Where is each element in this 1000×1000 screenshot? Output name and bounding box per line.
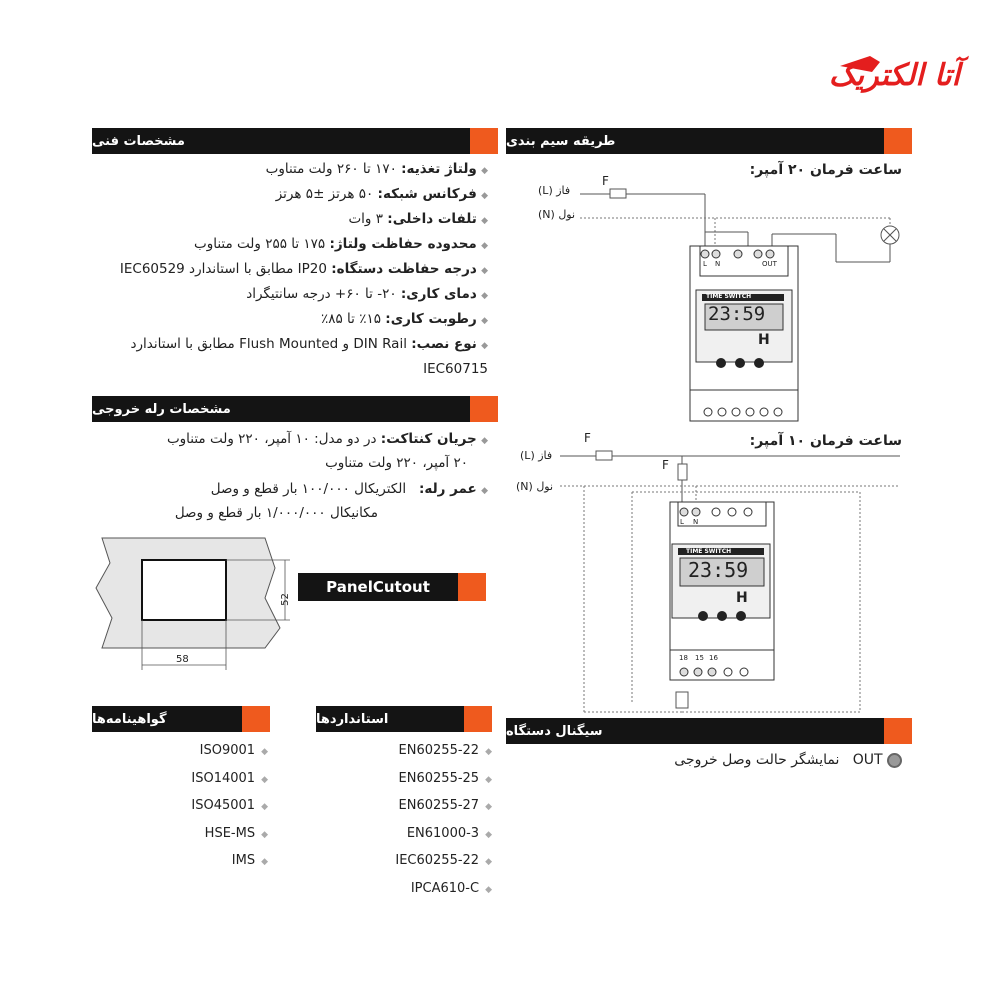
display-time-10a: 23:59 (688, 558, 749, 582)
spec-item: ◆ دمای کاری: ۲۰- تا ۶۰+ درجه سانتیگراد (246, 286, 488, 302)
term-out-20a: OUT (762, 260, 777, 268)
technical-header: مشخصات فنی (92, 128, 498, 154)
cutout-width: 58 (176, 654, 189, 665)
term-16: 16 (709, 654, 718, 662)
term-n-20a: N (715, 260, 721, 268)
certificate-item: HSE-MS ◆ (204, 825, 268, 841)
term-18: 18 (679, 654, 688, 662)
term-15: 15 (695, 654, 704, 662)
signal-header: سیگنال دستگاه (506, 718, 912, 744)
panel-cutout-title: PanelCutout (298, 573, 458, 601)
fuse-label-10a-2: F (662, 458, 669, 472)
standard-item: EN61000-3 ◆ (406, 825, 492, 841)
phase-label-10a: فاز (L) (520, 449, 553, 462)
relay-header: مشخصات رله خروجی (92, 396, 498, 422)
wiring-10a-title: ساعت فرمان ۱۰ آمپر: (749, 433, 902, 449)
brand-logo (810, 48, 960, 98)
display-time-20a: 23:59 (708, 303, 766, 325)
term-l-20a: L (703, 260, 707, 268)
relay-current: ◆ جریان کنتاکت: در دو مدل: ۱۰ آمپر، ۲۲۰ ولت متناوب (166, 431, 488, 447)
signal-code: OUT (852, 752, 883, 768)
fuse-label-20a: F (602, 174, 609, 188)
spec-item: ◆ ولتاژ تغذیه: ۱۷۰ تا ۲۶۰ ولت متناوب (265, 161, 488, 177)
spec-item: ◆ درجه حفاظت دستگاه: IP20 مطابق با استاندارد IEC60529 (119, 261, 488, 277)
device-label-10a: TIME SWITCH (686, 548, 732, 555)
neutral-label-20a: نول (N) (538, 208, 576, 221)
relay-life-2: مکانیکال ۱/۰۰۰/۰۰۰ بار قطع و وصل (174, 505, 378, 521)
standard-item: EN60255-27 ◆ (398, 798, 492, 813)
device-label-20a: TIME SWITCH (706, 293, 752, 300)
certificates-list (150, 738, 268, 876)
phase-label-20a: فاز (L) (538, 184, 571, 197)
display-day-10a: H (736, 590, 748, 606)
display-day-20a: H (758, 332, 770, 348)
standards-list (340, 738, 492, 903)
neutral-label-10a: نول (N) (516, 480, 554, 493)
spec-list (90, 158, 488, 381)
certificates-header: گواهینامه‌ها (92, 706, 270, 732)
certificate-item: ISO9001 ◆ (199, 743, 268, 758)
standard-item: EN60255-25 ◆ (398, 770, 492, 786)
spec-item: ◆ محدوده حفاظت ولتاژ: ۱۷۵ تا ۲۵۵ ولت متناوب (193, 236, 488, 252)
fuse-label-10a: F (584, 431, 591, 445)
spec-item: ◆ نوع نصب: DIN Rail و Flush Mounted مطابق با استاندارد IEC60715 (130, 336, 488, 377)
signal-row (674, 752, 902, 768)
spec-item: ◆ رطوبت کاری: ۱۵٪ تا ۸۵٪ (320, 311, 488, 327)
term-l-10a: L (680, 518, 684, 526)
wiring-20a-title: ساعت فرمان ۲۰ آمپر: (749, 162, 902, 178)
certificate-item: ISO14001 ◆ (191, 770, 268, 786)
spec-item: ◆ تلفات داخلی: ۳ وات (348, 211, 488, 227)
standard-item: IPCA610-C ◆ (410, 880, 492, 896)
signal-description: نمایشگر حالت وصل خروجی (674, 752, 840, 768)
standard-item: EN60255-22 ◆ (398, 743, 492, 758)
relay-life: ◆ عمر رله: الکتریکال ۱۰۰/۰۰۰ بار قطع و وصل (210, 481, 488, 497)
brand-name: آتا الکتریک (828, 58, 960, 93)
certificate-item: IMS ◆ (231, 853, 268, 868)
relay-current-2: ۲۰ آمپر، ۲۲۰ ولت متناوب (325, 455, 468, 471)
certificate-item: ISO45001 ◆ (191, 798, 268, 813)
standard-item: IEC60255-22 ◆ (395, 853, 492, 868)
wiring-header: طریقه سیم بندی (506, 128, 912, 154)
cutout-height: 52 (279, 593, 291, 606)
spec-item: ◆ فرکانس شبکه: ۵۰ هرتز ±۵ هرتز (275, 186, 488, 202)
term-n-10a: N (693, 518, 699, 526)
relay-specs (90, 428, 488, 524)
panel-cutout-drawing (90, 528, 300, 678)
led-icon (887, 753, 902, 768)
standards-header: استانداردها (316, 706, 492, 732)
